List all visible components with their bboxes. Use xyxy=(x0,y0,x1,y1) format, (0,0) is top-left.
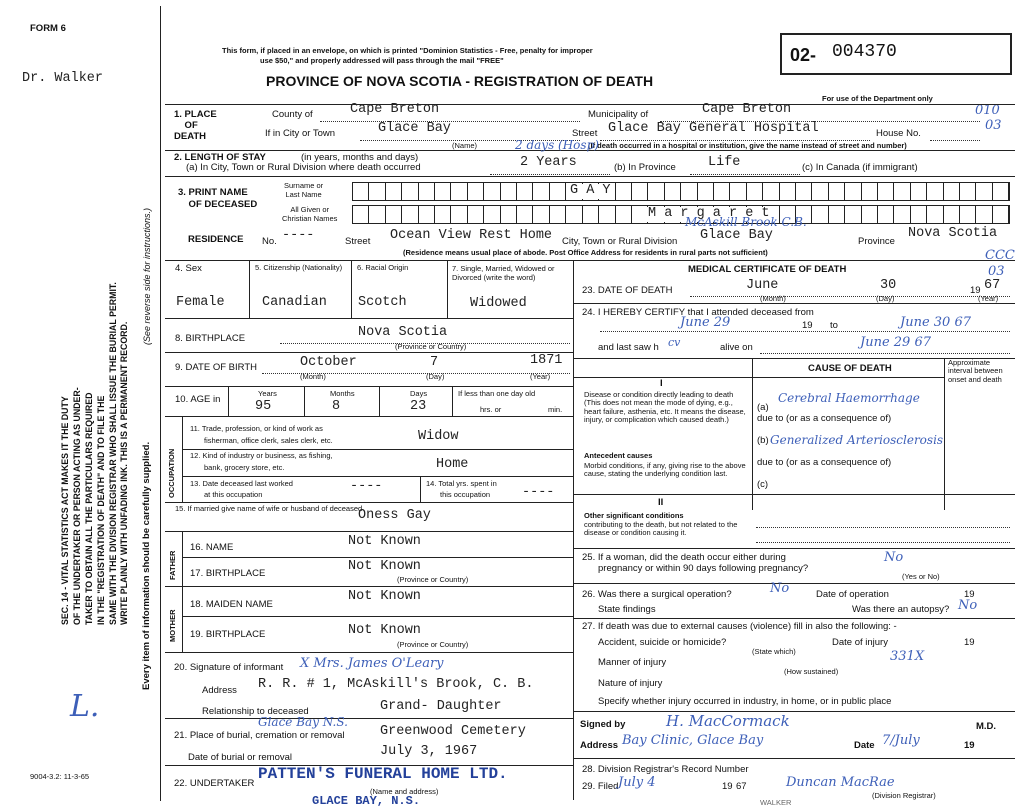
residence-ink: McAskill Brook C.B. xyxy=(685,215,807,229)
name-label: 3. PRINT NAME OF DECEASED xyxy=(178,187,258,211)
attended-from: June 29 xyxy=(680,315,731,330)
occupation-field: Widow xyxy=(418,429,459,444)
father-side-label: FATHER xyxy=(168,550,177,580)
birth-day: 7 xyxy=(430,355,439,370)
instructions-note: (See reverse side for instructions.) xyxy=(142,207,152,345)
injury-code: 331X xyxy=(890,649,925,664)
residence-no: ---- xyxy=(282,228,315,243)
cause-of-death-title: CAUSE OF DEATH xyxy=(808,363,892,374)
age-years: 95 xyxy=(255,399,272,414)
cause-b: Generalized Arteriosclerosis xyxy=(770,433,944,447)
margin-ink: L. xyxy=(70,689,100,724)
physician-signature: H. MacCormack xyxy=(666,712,790,730)
surgery-answer: No xyxy=(770,581,790,596)
occupation-side-label: OCCUPATION xyxy=(167,448,176,498)
attended-to: June 30 67 xyxy=(900,315,971,330)
death-month: June xyxy=(746,278,779,293)
filed-year: 67 xyxy=(736,781,747,792)
mother-name-field: Not Known xyxy=(348,589,421,604)
physician-date: 7/July xyxy=(882,733,920,748)
form-code: 9004-3.2: 11-3-65 xyxy=(30,772,90,781)
reg-prefix: 02- xyxy=(790,45,817,65)
industry-field: Home xyxy=(436,457,469,472)
death-day: 30 xyxy=(880,278,897,293)
postal-notice: This form, if placed in an envelope, on which is printed "Dominion Statistics - Free, penalty for improper xyxy=(222,46,593,55)
burial-place: Greenwood Cemetery xyxy=(380,724,526,739)
burial-ink: Glace Bay N.S. xyxy=(258,715,348,729)
alive-date: June 29 67 xyxy=(860,335,931,350)
dept-use: For use of the Department only xyxy=(822,94,933,103)
undertaker-address: GLACE BAY, N.S. xyxy=(312,794,421,808)
sex-field: Female xyxy=(176,295,225,310)
residence-province: Nova Scotia xyxy=(908,226,998,241)
death-year: 67 xyxy=(984,278,1001,293)
father-name-field: Not Known xyxy=(348,534,421,549)
mother-side-label: MOTHER xyxy=(168,609,177,642)
municipality-field: Cape Breton xyxy=(702,102,792,117)
mother-birthplace-field: Not Known xyxy=(348,623,421,638)
birthplace-field: Nova Scotia xyxy=(358,325,448,340)
burial-date: July 3, 1967 xyxy=(380,744,478,759)
surname-grid xyxy=(352,182,1010,201)
postal-notice-2: use $50," and properly addressed will pass through the mail "FREE" xyxy=(260,56,504,65)
physician-address: Bay Clinic, Glace Bay xyxy=(622,733,764,748)
doctor-name: Dr. Walker xyxy=(22,71,104,86)
registration-number-box xyxy=(780,33,1012,75)
given-names-field: M a r g a r e t xyxy=(648,206,770,221)
autopsy-answer: No xyxy=(958,598,978,613)
code-4: 03 xyxy=(988,264,1005,279)
citizenship-field: Canadian xyxy=(262,295,327,310)
filed-date: July 4 xyxy=(618,775,656,790)
form-title: PROVINCE OF NOVA SCOTIA - REGISTRATION OF DEATH xyxy=(266,73,654,89)
informant-address: R. R. # 1, McAskill's Brook, C. B. xyxy=(258,677,534,692)
registrar-signature: Duncan MacRae xyxy=(786,775,895,790)
undertaker-stamp: PATTEN'S FUNERAL HOME LTD. xyxy=(258,765,508,783)
informant-signature: X Mrs. James O'Leary xyxy=(300,656,444,671)
residence-street: Ocean View Rest Home xyxy=(390,228,553,243)
county-field: Cape Breton xyxy=(350,102,440,117)
birth-year: 1871 xyxy=(530,353,563,368)
medical-title: MEDICAL CERTIFICATE OF DEATH xyxy=(688,264,847,275)
code-1: 010 xyxy=(975,103,1000,118)
age-months: 8 xyxy=(332,399,341,414)
marital-field: Widowed xyxy=(470,296,527,311)
racial-origin-field: Scotch xyxy=(358,295,407,310)
residence-city: Glace Bay xyxy=(700,228,773,243)
father-birthplace-field: Not Known xyxy=(348,559,421,574)
stay-city-field: 2 Years xyxy=(520,155,577,170)
city-field: Glace Bay xyxy=(378,121,451,136)
cause-a: Cerebral Haemorrhage xyxy=(778,391,920,405)
spouse-field: Oness Gay xyxy=(358,508,431,523)
pregnancy-answer: No xyxy=(884,550,904,565)
supply-note: Every item of information should be carefully supplied. xyxy=(141,441,152,690)
length-of-stay-label: 2. LENGTH OF STAY xyxy=(174,152,266,163)
years-in-occupation-field: ---- xyxy=(522,485,555,500)
code-3: CCC xyxy=(985,248,1015,263)
code-2: 03 xyxy=(985,118,1002,133)
stay-ink: 2 days (Hosp) xyxy=(515,138,599,152)
reg-number: 004370 xyxy=(832,42,897,62)
form-number: FORM 6 xyxy=(30,23,66,34)
street-field: Glace Bay General Hospital xyxy=(608,121,819,136)
residence-label: RESIDENCE xyxy=(188,234,244,245)
surname-field: G A Y xyxy=(570,183,611,198)
age-days: 23 xyxy=(410,399,427,414)
left-margin-rule xyxy=(160,6,161,801)
stay-province-field: Life xyxy=(708,155,741,170)
last-worked-field: ---- xyxy=(350,479,383,494)
birth-month: October xyxy=(300,355,357,370)
relationship-field: Grand- Daughter xyxy=(380,699,502,714)
statute-notice: SEC. 14 - VITAL STATISTICS ACT MAKES IT THE DUTY OF THE UNDERTAKER OR PERSON ACTING AS UNDER- TAKER TO OBTAIN ALL THE PARTICULARS REQUIRED IN THE "REGISTRATION OF DEATH" AND TO FILE THE SAME WITH THE DIVISION REGISTRAR WHO SHALL ISSUE THE BURIAL PERMIT. WRITE PLAINLY WITH UNFADING INK. THIS IS A PERMANENT RECORD. xyxy=(60,282,130,625)
place-of-death-label: 1. PLACE OF DEATH xyxy=(174,109,217,142)
